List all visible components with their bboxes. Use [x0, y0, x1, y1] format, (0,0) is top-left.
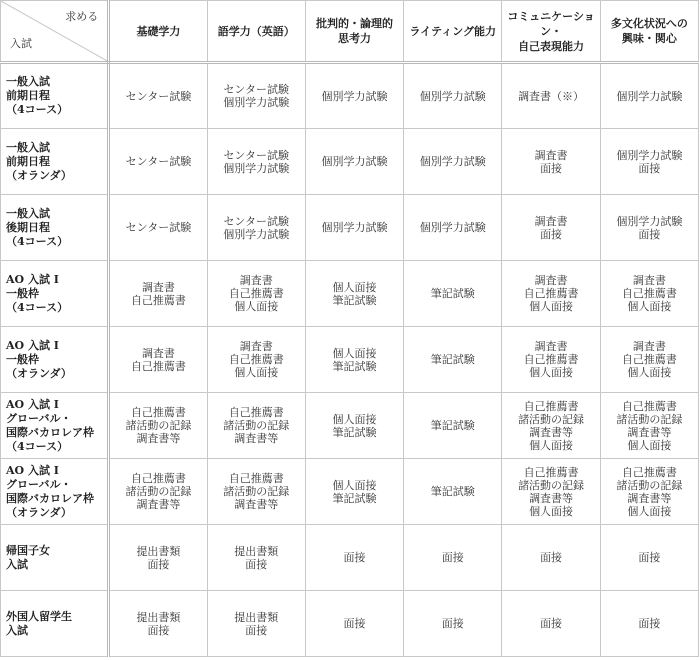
row-header: AO 入試 I 一般枠 （4コース）: [1, 261, 109, 327]
table-cell: 個別学力試験: [305, 195, 403, 261]
row-header: AO 入試 I グローバル・ 国際バカロレア枠 （4コース）: [1, 393, 109, 459]
table-cell: 個人面接 筆記試験: [305, 261, 403, 327]
table-cell: 調査書 自己推薦書 個人面接: [600, 261, 698, 327]
table-row: [1, 261, 699, 327]
table-cell: 調査書 自己推薦書 個人面接: [502, 261, 600, 327]
row-header: 外国人留学生 入試: [1, 591, 109, 657]
table-cell: センター試験: [109, 129, 207, 195]
table-row: [1, 129, 699, 195]
corner-label-exam: 入試: [10, 37, 32, 50]
table-cell: センター試験 個別学力試験: [207, 195, 305, 261]
table-cell: 面接: [305, 525, 403, 591]
corner-header-cell: [1, 1, 109, 63]
table-cell: 調査書 自己推薦書 個人面接: [600, 327, 698, 393]
table-cell: 自己推薦書 諸活動の記録 調査書等 個人面接: [502, 459, 600, 525]
table-cell: 提出書類 面接: [207, 591, 305, 657]
table-cell: センター試験: [109, 195, 207, 261]
column-header: 語学力（英語）: [207, 1, 305, 63]
row-header: 一般入試 前期日程 （4コース）: [1, 63, 109, 129]
table-cell: 提出書類 面接: [207, 525, 305, 591]
table-cell: 筆記試験: [404, 459, 502, 525]
table-cell: 個別学力試験: [404, 195, 502, 261]
column-header: 多文化状況への 興味・関心: [600, 1, 698, 63]
table-row: [1, 63, 699, 129]
table-cell: センター試験: [109, 63, 207, 129]
column-header: コミュニケーション・ 自己表現能力: [502, 1, 600, 63]
row-header: AO 入試 I グローバル・ 国際バカロレア枠 （オランダ）: [1, 459, 109, 525]
table-cell: 個別学力試験: [404, 63, 502, 129]
table-cell: 面接: [502, 525, 600, 591]
table-cell: 面接: [600, 525, 698, 591]
table-cell: 自己推薦書 諸活動の記録 調査書等 個人面接: [600, 393, 698, 459]
table-cell: 筆記試験: [404, 393, 502, 459]
table-row: [1, 459, 699, 525]
table-cell: 調査書 自己推薦書: [109, 261, 207, 327]
table-cell: 個人面接 筆記試験: [305, 393, 403, 459]
table-cell: 自己推薦書 諸活動の記録 調査書等 個人面接: [502, 393, 600, 459]
table-cell: 調査書（※）: [502, 63, 600, 129]
table-cell: 筆記試験: [404, 327, 502, 393]
table-cell: 個別学力試験 面接: [600, 195, 698, 261]
table-cell: 面接: [502, 591, 600, 657]
table-cell: 面接: [404, 591, 502, 657]
row-header: 一般入試 後期日程 （4コース）: [1, 195, 109, 261]
row-header: AO 入試 I 一般枠 （オランダ）: [1, 327, 109, 393]
table-cell: 自己推薦書 諸活動の記録 調査書等: [207, 393, 305, 459]
table-cell: 調査書 自己推薦書 個人面接: [502, 327, 600, 393]
table-cell: 面接: [404, 525, 502, 591]
table-cell: 自己推薦書 諸活動の記録 調査書等 個人面接: [600, 459, 698, 525]
table-cell: 個別学力試験: [600, 63, 698, 129]
table-cell: 提出書類 面接: [109, 525, 207, 591]
table-cell: センター試験 個別学力試験: [207, 63, 305, 129]
column-header: ライティング能力: [404, 1, 502, 63]
table-body: [1, 63, 699, 657]
table-cell: 個人面接 筆記試験: [305, 459, 403, 525]
table-cell: 個別学力試験 面接: [600, 129, 698, 195]
table-row: [1, 195, 699, 261]
table-cell: 調査書 面接: [502, 129, 600, 195]
corner-label-required: 求める: [65, 10, 99, 23]
row-header: 一般入試 前期日程 （オランダ）: [1, 129, 109, 195]
table-cell: 個別学力試験: [404, 129, 502, 195]
table-cell: 筆記試験: [404, 261, 502, 327]
table-row: [1, 591, 699, 657]
table-cell: 調査書 面接: [502, 195, 600, 261]
row-header: 帰国子女 入試: [1, 525, 109, 591]
table-cell: 面接: [305, 591, 403, 657]
table-cell: 調査書 自己推薦書 個人面接: [207, 327, 305, 393]
table-row: [1, 393, 699, 459]
table-cell: 自己推薦書 諸活動の記録 調査書等: [109, 393, 207, 459]
header-row: [1, 1, 699, 63]
table-cell: 面接: [600, 591, 698, 657]
column-header: 基礎学力: [109, 1, 207, 63]
table-cell: 提出書類 面接: [109, 591, 207, 657]
table-cell: 調査書 自己推薦書: [109, 327, 207, 393]
column-header: 批判的・論理的 思考力: [305, 1, 403, 63]
table-cell: 調査書 自己推薦書 個人面接: [207, 261, 305, 327]
table-cell: 個人面接 筆記試験: [305, 327, 403, 393]
table-cell: センター試験 個別学力試験: [207, 129, 305, 195]
table-cell: 個別学力試験: [305, 129, 403, 195]
table-cell: 自己推薦書 諸活動の記録 調査書等: [207, 459, 305, 525]
table-cell: 個別学力試験: [305, 63, 403, 129]
table-cell: 自己推薦書 諸活動の記録 調査書等: [109, 459, 207, 525]
table-row: [1, 525, 699, 591]
table-row: [1, 327, 699, 393]
